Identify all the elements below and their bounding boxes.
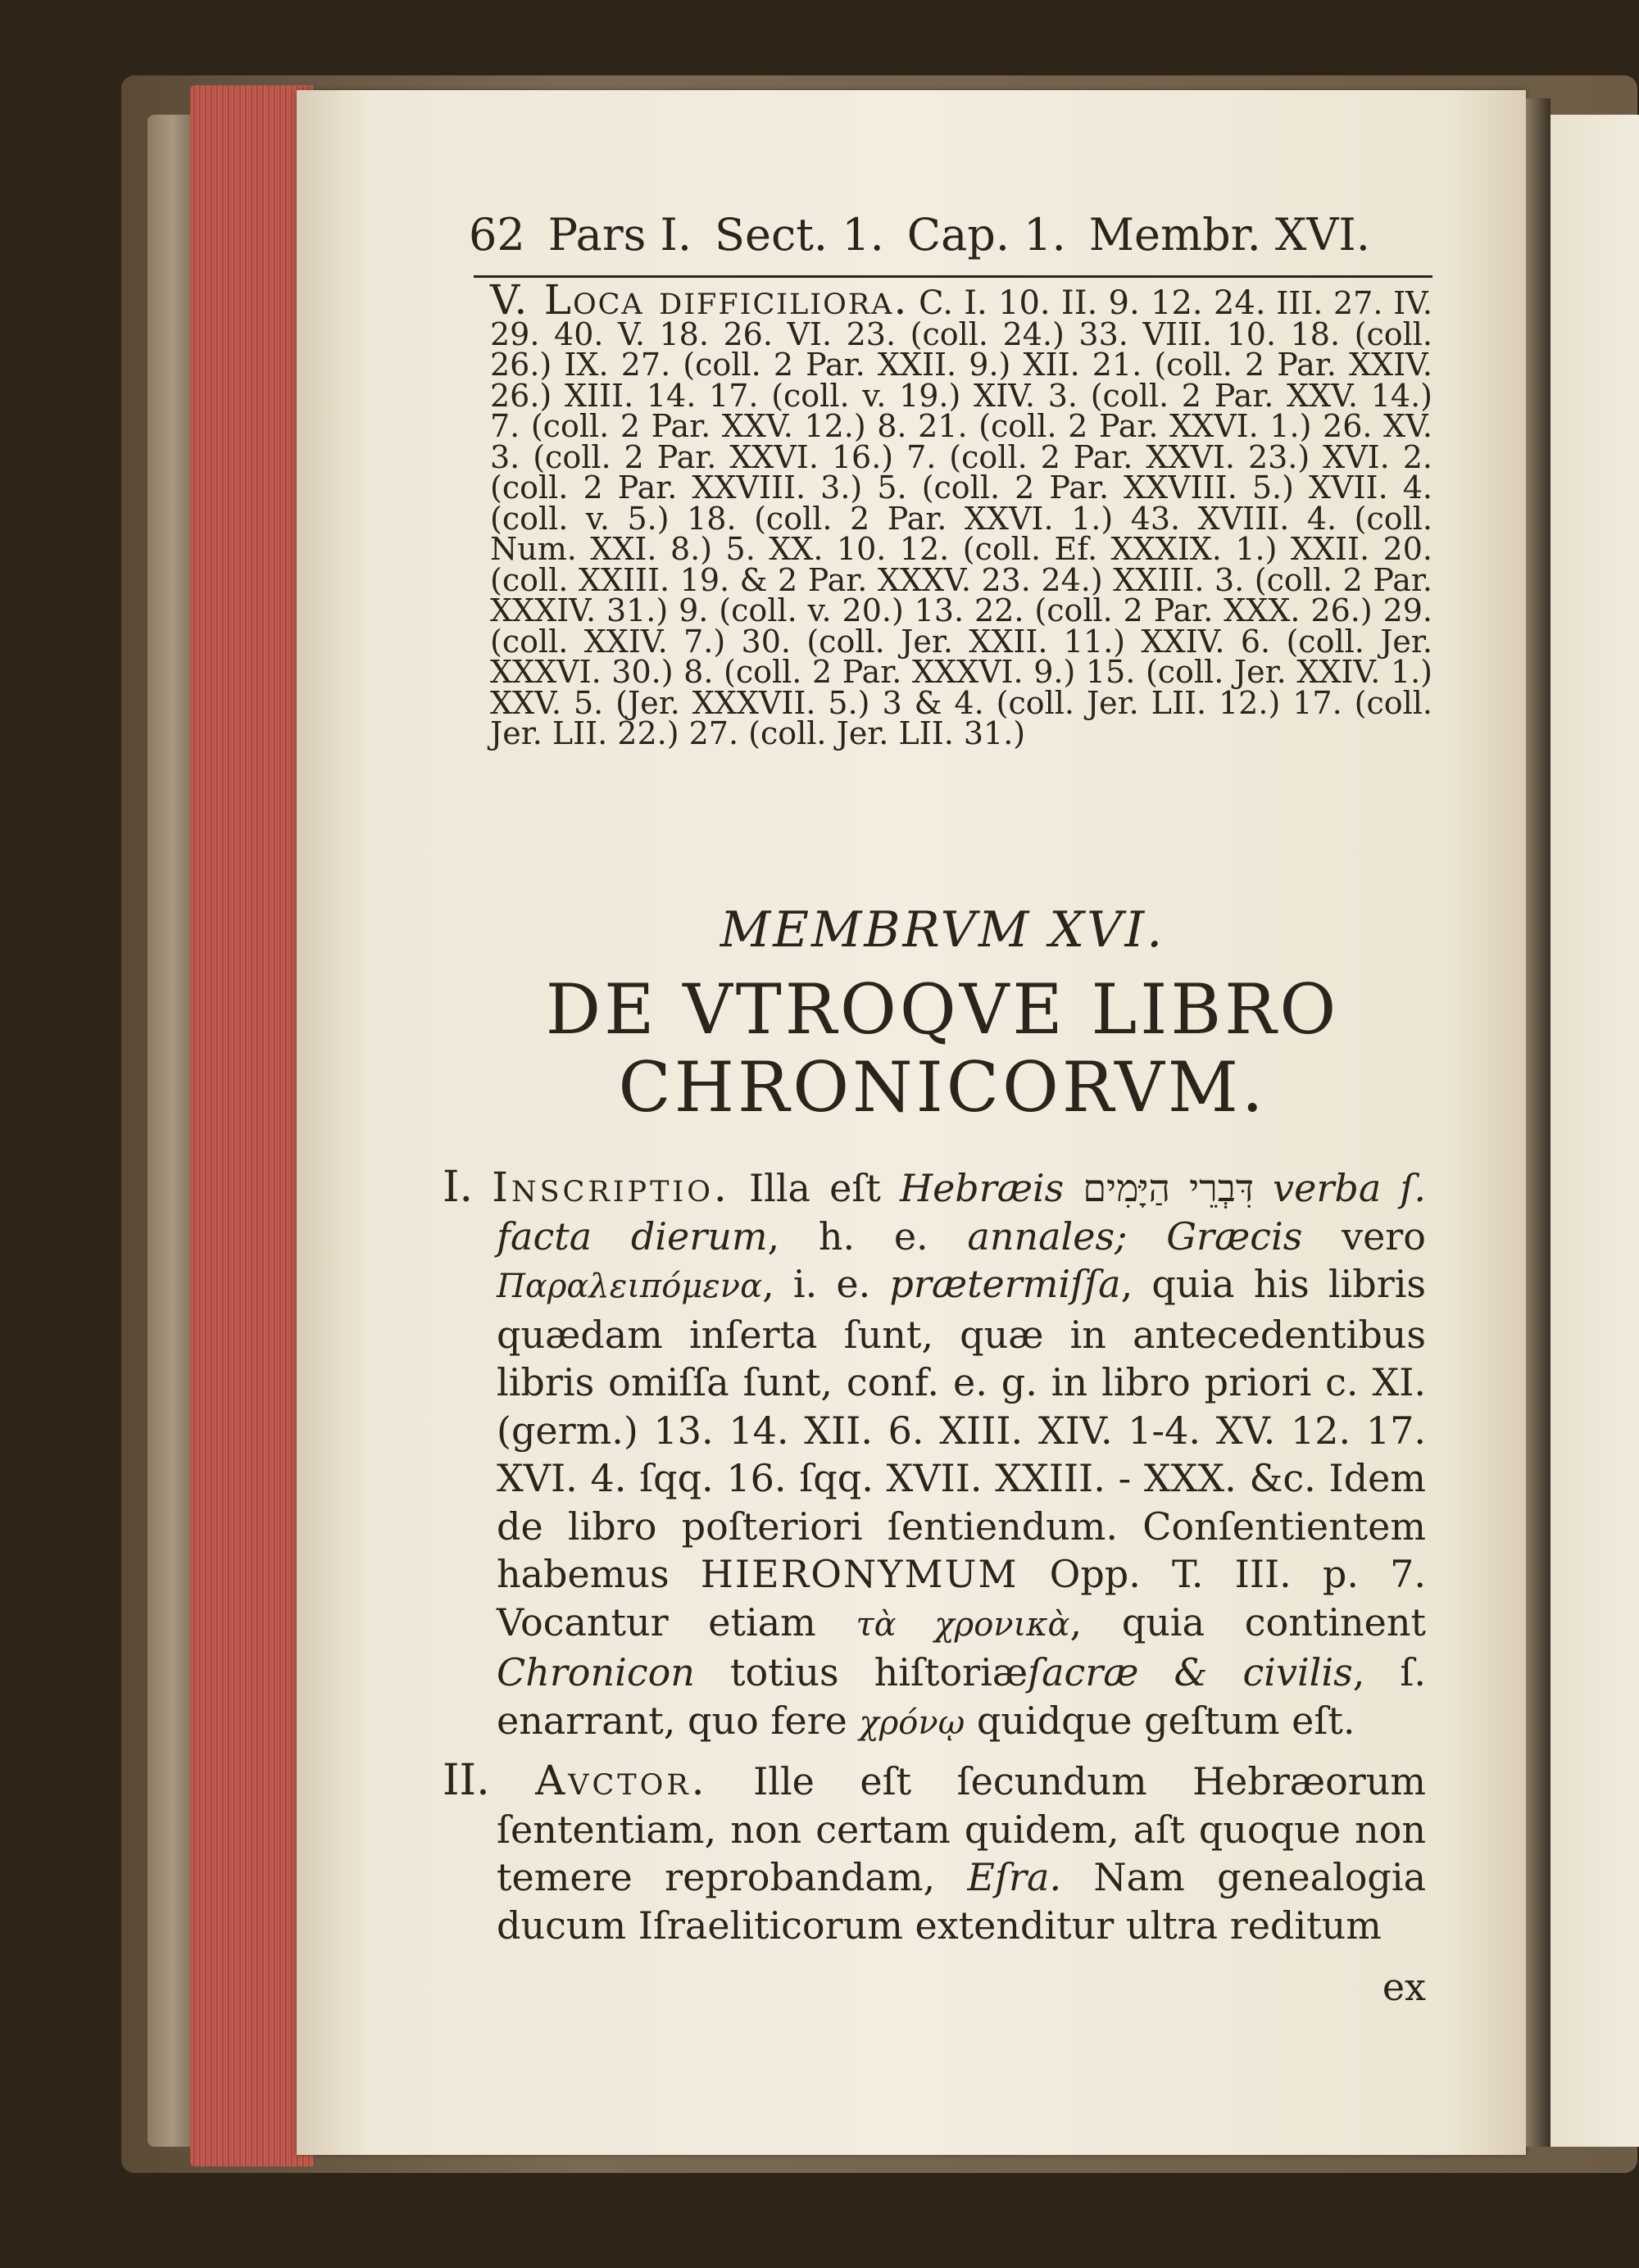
italic-term: Græcis — [1166, 1213, 1303, 1259]
text-run: , quia his libris quædam inſerta ſunt, quæ in antecedentibus libris omiſſa ſunt, conf. e. g. in libro priori c. XI. (germ.) 13. 14. XII. 6. XIII. XIV. 1-4. XV. 12. 17. XVI. 4. ſqq. 16. ſqq. XVII. XXIII. - XXX. &c. Idem de libro poſteriori ſentiendum. Conſentientem habemus — [497, 1262, 1427, 1596]
body-text — [443, 1163, 1426, 1949]
text-run: , i. e. — [762, 1262, 871, 1306]
text-run: totius hiſtoriæ — [729, 1650, 1028, 1694]
hebrew-title: דִּבְרֵי הַיָּמִים — [1083, 1166, 1255, 1210]
loca-heading-refs: C. I. 10. II. 9. 12. 24. — [919, 284, 1266, 322]
chapter-title — [492, 971, 1393, 1127]
running-head-sect: Sect. 1. — [715, 209, 884, 261]
text-run: Opp. T. III. p. 7. Vocantur etiam — [497, 1552, 1426, 1644]
page-number: 62 — [469, 209, 525, 261]
italic-term: prætermiſſa — [889, 1262, 1121, 1306]
italic-term: verba ſ. facta dierum — [497, 1166, 1427, 1259]
section-heading: Avctor. — [535, 1757, 708, 1804]
text-run: , h. e. — [767, 1213, 928, 1259]
running-head-pars: Pars I. — [547, 209, 692, 261]
section-heading: Inscriptio. — [492, 1163, 730, 1211]
greek-term: χρόνῳ — [859, 1703, 965, 1742]
section-number: I. — [443, 1163, 474, 1212]
italic-term: Eſra. — [967, 1855, 1062, 1899]
catchword: ex — [1382, 1965, 1426, 2009]
loca-heading: V. Loca difficiliora. — [490, 276, 909, 324]
loca-references: III. 27. IV. 29. 40. V. 18. 26. VI. 23. (coll. 24.) 33. VIII. 10. 18. (coll. 26.) IX. 27. (coll. 2 Par. XXII. 9.) XII. 21. (coll. 2 Par. XXIV. 26.) XIII. 14. 17. (coll. v. 19.) XIV. 3. (coll. 2 Par. XXV. 14.) 7. (coll. 2 Par. XXV. 12.) 8. 21. (coll. 2 Par. XXVI. 1.) 26. XV. 3. (coll. 2 Par. XXVI. 16.) 7. (coll. 2 Par. XXVI. 23.) XVI. 2. (coll. 2 Par. XXVIII. 3.) 5. (coll. 2 Par. XXVIII. 5.) XVII. 4. (coll. v. 5.) 18. (coll. 2 Par. XXVI. 1.) 43. XVIII. 4. (coll. Num. XXI. 8.) 5. XX. 10. 12. (coll. Ef. XXXIX. 1.) XXII. 20. (coll. XXIII. 19. & 2 Par. XXXV. 23. 24.) XXIII. 3. (coll. 2 Par. XXXIV. 31.) 9. (coll. v. 20.) 13. 22. (coll. 2 Par. XXX. 26.) 29. (coll. XXIV. 7.) 30. (coll. Jer. XXII. 11.) XXIV. 6. (coll. Jer. XXXVI. 30.) 8. (coll. 2 Par. XXXVI. 9.) 15. (coll. Jer. XXIV. 1.) XXV. 5. (Jer. XXXVII. 5.) 3 & 4. (coll. Jer. LII. 12.) 17. (coll. Jer. LII. 22.) 27. (coll. Jer. LII. 31.) — [490, 285, 1432, 751]
greek-term: τὰ χρονικὰ — [856, 1605, 1070, 1644]
italic-term: Chronicon — [497, 1650, 695, 1694]
text-run: quidque geſtum eſt. — [976, 1698, 1355, 1743]
facing-page-edge — [1550, 115, 1639, 2147]
section-inscriptio — [443, 1163, 1426, 1747]
cover-edge — [148, 115, 197, 2147]
text-run: , quia continent — [1069, 1599, 1426, 1644]
text-run: Illa eſt — [748, 1166, 881, 1210]
section-number: II. — [443, 1756, 490, 1805]
running-head-cap: Cap. 1. — [906, 209, 1066, 261]
text-run: vero — [1342, 1213, 1426, 1259]
membrum-title: MEMBRVM XVI. — [720, 901, 1165, 959]
italic-term: Hebræis — [899, 1166, 1065, 1210]
greek-term: Παραλειπόμενα — [497, 1268, 763, 1305]
text-run: , ſ. enarrant, quo fere — [497, 1650, 1426, 1743]
text-run: Nam genealogia ducum Iſraeliticorum extenditur ultra reditum — [497, 1855, 1426, 1948]
italic-term: annales; — [967, 1213, 1128, 1259]
page-edges — [190, 85, 313, 2166]
running-head — [469, 206, 1419, 264]
text-run: Ille eſt ſecundum Hebræorum ſententiam, non certam quidem, aſt quoque non temere reprobandam, — [497, 1759, 1427, 1899]
chapter-title-line-1: DE VTROQVE LIBRO — [545, 969, 1340, 1050]
book-gutter — [1526, 98, 1550, 2147]
author-name: HIERONYMUM — [700, 1552, 1019, 1596]
running-head-membr: Membr. XVI. — [1088, 209, 1370, 261]
chapter-title-line-2: CHRONICORVM. — [618, 1047, 1267, 1127]
italic-term: ſacræ & civilis — [1028, 1650, 1353, 1694]
loca-difficiliora-paragraph — [490, 276, 1432, 751]
section-auctor — [443, 1757, 1426, 1949]
